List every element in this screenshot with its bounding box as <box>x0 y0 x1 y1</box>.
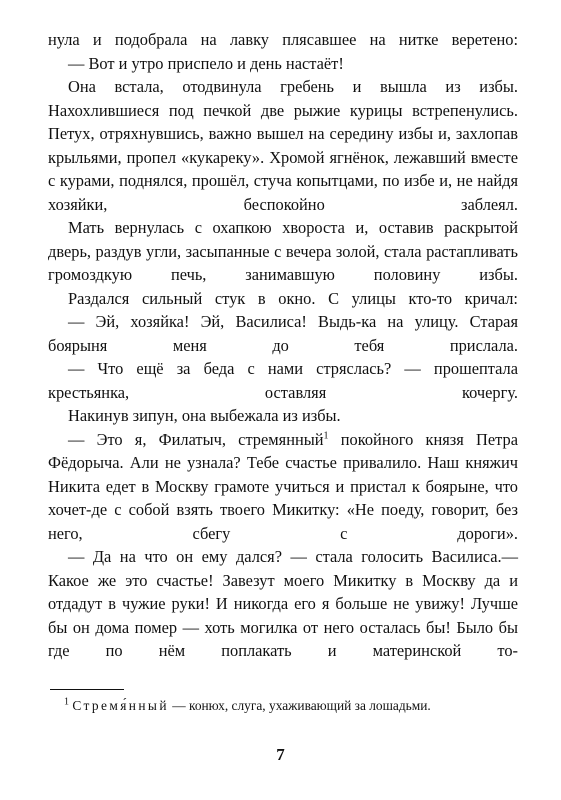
footnote-text: — конюх, слуга, ухаживающий за лошадьми. <box>168 698 431 713</box>
paragraph: Она встала, отодвинула гребень и вышла из избы. Нахохлившиеся под печкой две рыжие курицы встрепенулись. Петух, отряхнувшись, важно вышел на середину избы и, захлопав крыльями, пропел «кукареку». Хромой ягнёнок, лежавший вместе с курами, поднялся, прошёл, стуча копытцами, по избе и, не найдя хозяйки, беспокойно заблеял. <box>48 77 518 214</box>
paragraph: — Да на что он ему дался? — стала голосить Василиса.— Какое же это счастье! Завезут моего Микитку в Москву да и отдадут в чужие руки! И никогда его я больше не увижу! Лучше бы он дома помер — хоть могилка от него осталась бы! Было бы где по нём поплакать и материнской то- <box>48 547 518 660</box>
paragraph: — Эй, хозяйка! Эй, Василиса! Выдь-ка на улицу. Старая боярыня меня до тебя прислала. <box>48 312 518 355</box>
footnote-divider <box>50 689 124 690</box>
paragraph-text: покойного князя Петра Фёдорыча. Али не узнала? Тебе счастье привалило. Наш княжич Никита едет в Москву грамоте учиться и пристал к боярыне, что хочет-де с собой взять твоего Микитку: «Не поеду, говорит, без него, сбегу с дороги». <box>48 429 518 543</box>
paragraph: Накинув зипун, она выбежала из избы. <box>68 406 341 425</box>
page-number: 7 <box>276 745 285 764</box>
paragraph <box>48 428 518 546</box>
footnote-reference[interactable]: 1 <box>323 430 329 442</box>
paragraph: Раздался сильный стук в окно. С улицы кто-то кричал: <box>68 288 518 308</box>
paragraph-text: — Это я, Филатыч, стремянный <box>68 429 324 449</box>
paragraph: нула и подобрала на лавку плясавшее на нитке веретено: <box>48 30 518 49</box>
footnote-term: Стремя́нный <box>72 698 169 713</box>
paragraph: — Что ещё за беда с нами стряслась? — прошептала крестьянка, оставляя кочергу. <box>48 359 518 402</box>
footnote <box>50 697 518 716</box>
paragraph: — Вот и утро приспело и день настаёт! <box>68 53 344 73</box>
main-text <box>48 28 518 663</box>
footnote-marker: 1 <box>64 696 69 708</box>
paragraph: Мать вернулась с охапкою хвороста и, оставив раскрытой дверь, раздув угли, засыпанные с вечера золой, стала растапливать громоздкую печь, занимавшую половину избы. <box>48 218 518 284</box>
